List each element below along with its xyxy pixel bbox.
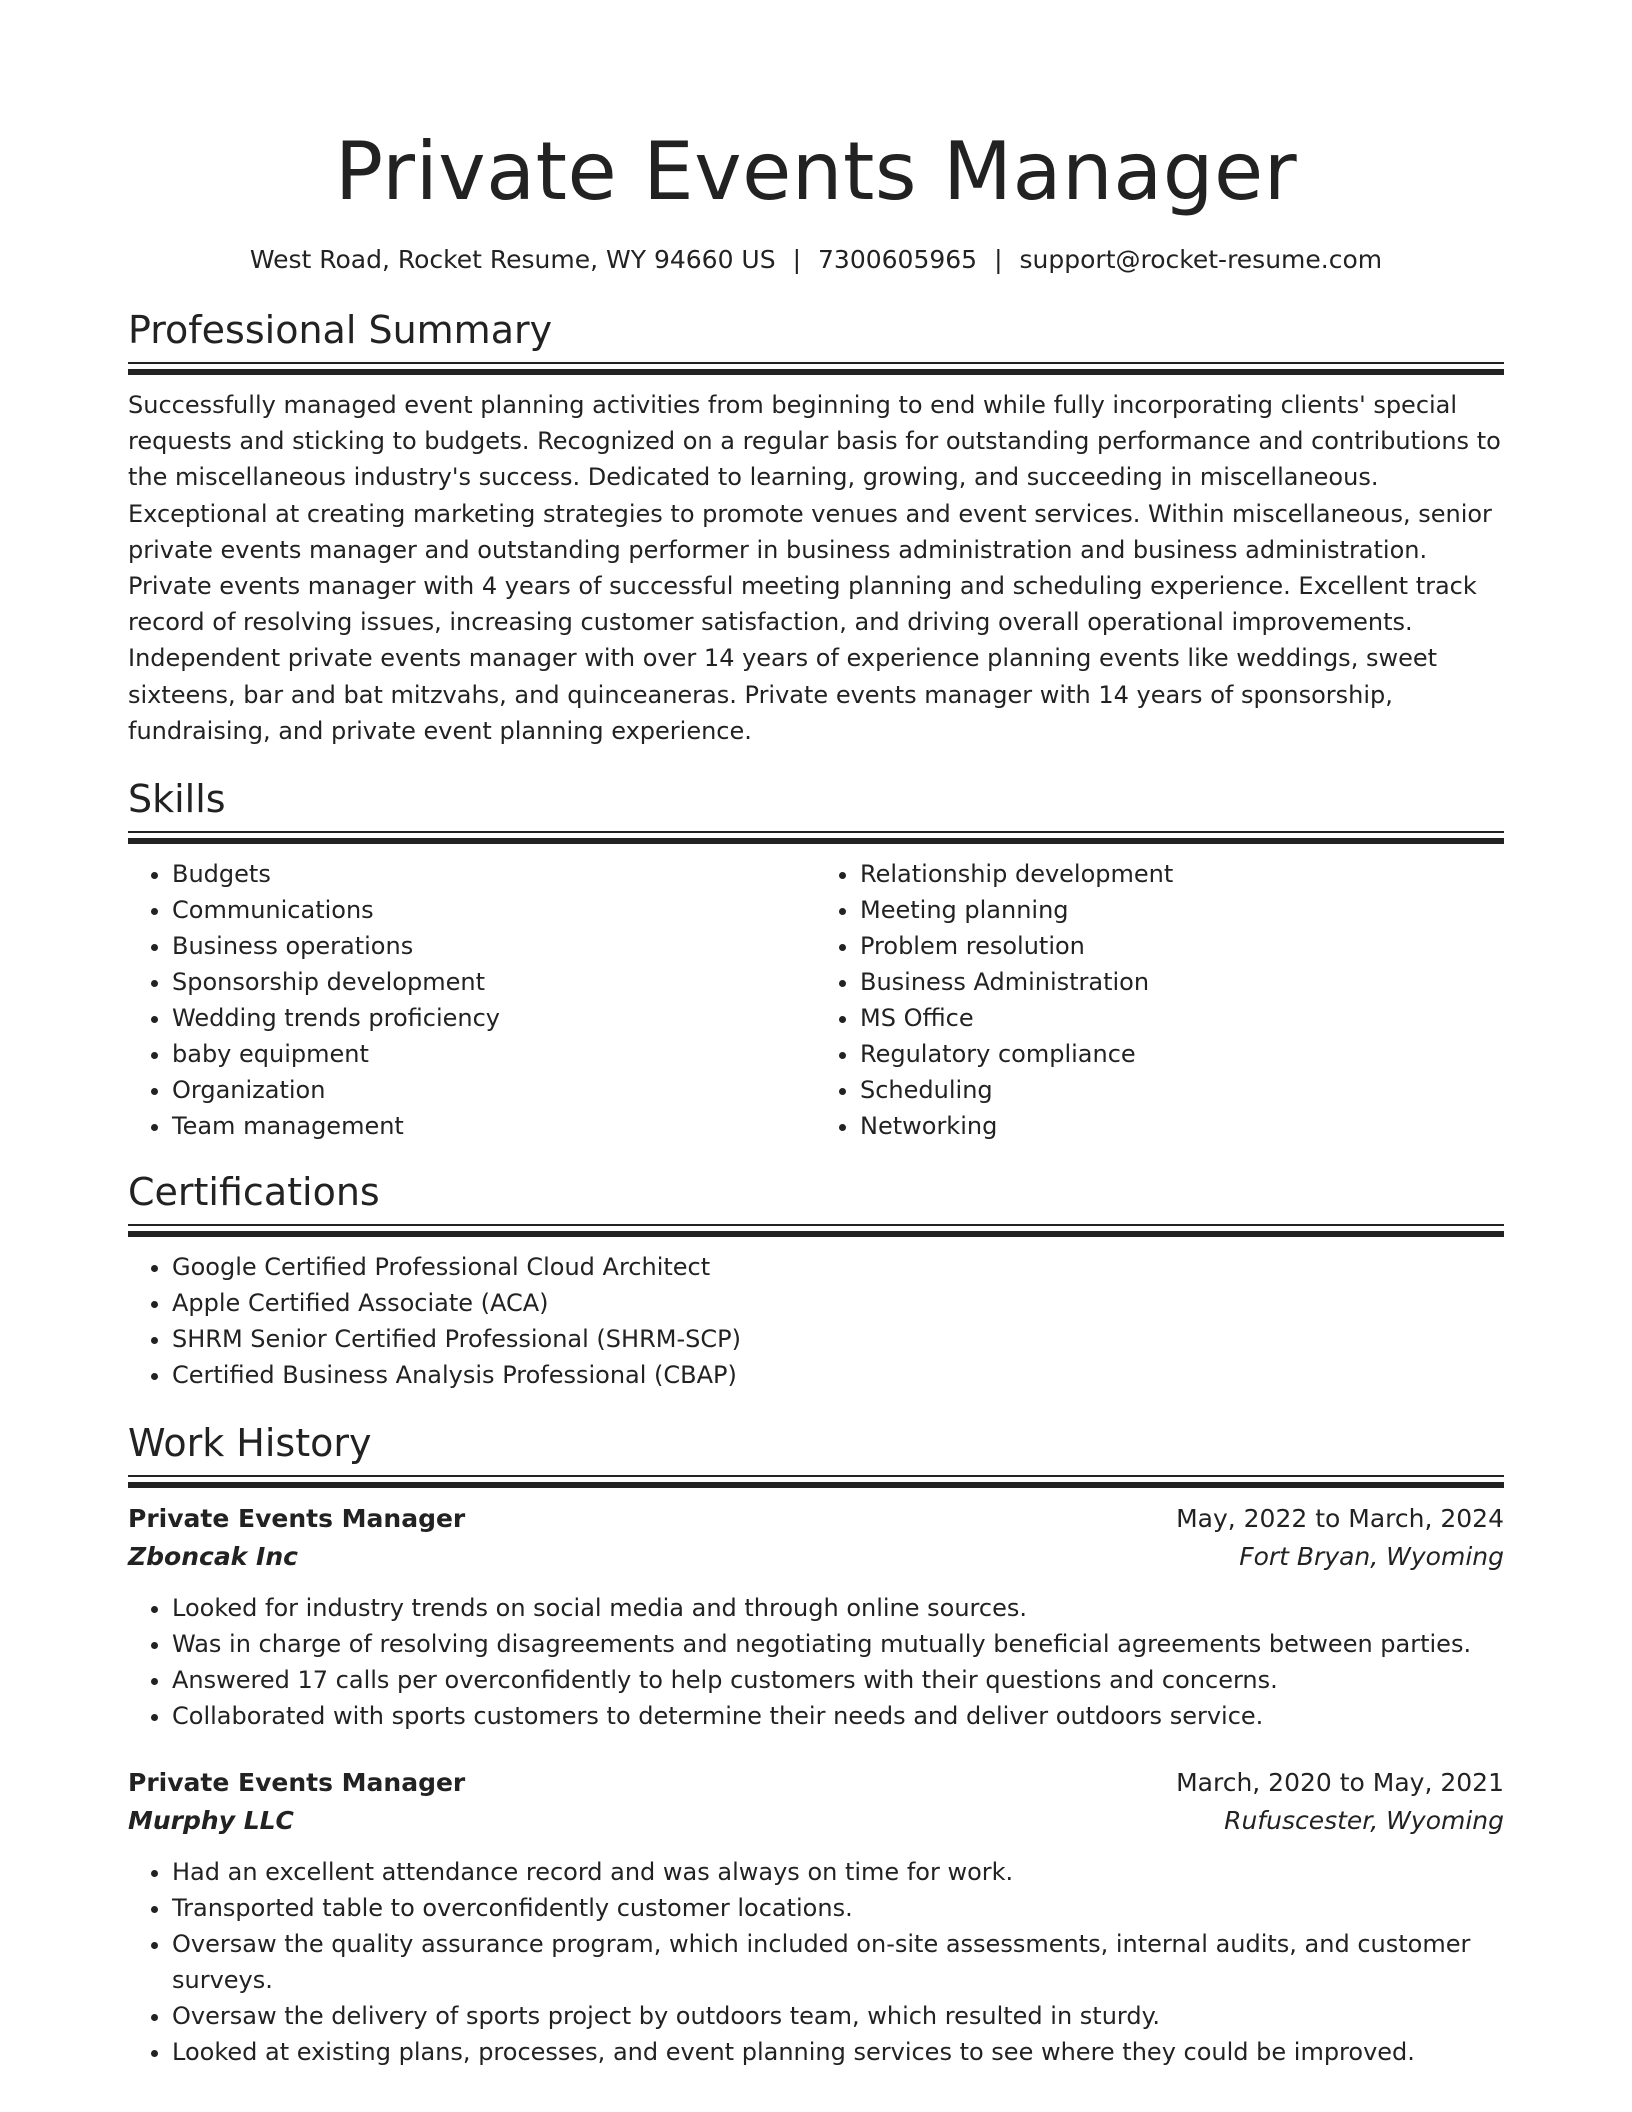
job-entry	[128, 1500, 1504, 1734]
skill-item: • baby equipment	[172, 1036, 816, 1072]
job-subheader	[128, 1802, 1504, 1840]
certification-item: • Apple Certified Associate (ACA)	[172, 1285, 1504, 1321]
skill-item: • Business Administration	[860, 964, 1504, 1000]
job-title: Private Events Manager	[128, 1504, 466, 1534]
job-title: Private Events Manager	[128, 1768, 466, 1798]
job-dates: March, 2020 to May, 2021	[1176, 1768, 1504, 1798]
job-bullet: • Looked for industry trends on social media and through online sources.	[172, 1590, 1504, 1626]
job-company: Zboncak Inc	[128, 1542, 298, 1572]
skill-item: • Communications	[172, 892, 816, 928]
resume-name: Private Events Manager	[334, 125, 1298, 218]
contact-phone: 7300605965	[818, 245, 978, 274]
job-entry	[128, 1764, 1504, 2070]
job-bullet: • Looked at existing plans, processes, and event planning services to see where they could be improved.	[172, 2034, 1504, 2070]
skill-item: • Relationship development	[860, 856, 1504, 892]
section-title-skills: Skills	[128, 777, 226, 822]
skill-item: • Regulatory compliance	[860, 1036, 1504, 1072]
certification-item: • Google Certified Professional Cloud Architect	[172, 1249, 1504, 1285]
job-bullets	[128, 1590, 1504, 1734]
section-title-work-history: Work History	[128, 1421, 372, 1466]
section-divider	[128, 1475, 1504, 1488]
contact-separator: |	[994, 245, 1003, 274]
section-divider	[128, 362, 1504, 375]
skill-item: • Organization	[172, 1072, 816, 1108]
section-title-certifications: Certifications	[128, 1170, 380, 1215]
contact-separator: |	[792, 245, 802, 274]
skill-item: • Budgets	[172, 856, 816, 892]
certification-item: • Certified Business Analysis Professional (CBAP)	[172, 1357, 1504, 1393]
contact-email: support@rocket-resume.com	[1019, 245, 1383, 274]
job-company: Murphy LLC	[128, 1806, 294, 1836]
certification-item: • SHRM Senior Certified Professional (SHRM-SCP)	[172, 1321, 1504, 1357]
skills-list-right	[816, 856, 1504, 1144]
skill-item: • Team management	[172, 1108, 816, 1144]
job-header	[128, 1764, 1504, 1802]
job-location: Fort Bryan, Wyoming	[1239, 1542, 1504, 1572]
skill-item: • Wedding trends proficiency	[172, 1000, 816, 1036]
certifications-section	[128, 1168, 1504, 1393]
skill-item: • Business operations	[172, 928, 816, 964]
work-history-section	[128, 1419, 1504, 2070]
summary-text: Successfully managed event planning activities from beginning to end while fully incorporating clients' special requests and sticking to budgets. Recognized on a regular basis for outstanding performance and contributions to the miscellaneous industry's success. Dedicated to learning, growing, and succeeding in miscellaneous. Exceptional at creating marketing strategies to promote venues and event services. Within miscellaneous, senior private events manager and outstanding performer in business administration and business administration. Private events manager with 4 years of successful meeting planning and scheduling experience. Excellent track record of resolving issues, increasing customer satisfaction, and driving overall operational improvements. Independent private events manager with over 14 years of experience planning events like weddings, sweet sixteens, bar and bat mitzvahs, and quinceaneras. Private events manager with 14 years of sponsorship, fundraising, and private event planning experience.	[128, 391, 1501, 745]
skills-columns	[128, 856, 1504, 1144]
job-bullet: • Collaborated with sports customers to determine their needs and deliver outdoors service.	[172, 1698, 1504, 1734]
section-title-summary: Professional Summary	[128, 308, 553, 352]
skill-item: • Sponsorship development	[172, 964, 816, 1000]
job-subheader	[128, 1538, 1504, 1576]
section-divider	[128, 831, 1504, 844]
skill-item: • MS Office	[860, 1000, 1504, 1036]
contact-address: West Road, Rocket Resume, WY 94660 US	[249, 245, 776, 274]
job-bullet: • Oversaw the quality assurance program, which included on-site assessments, internal audits, and customer surveys.	[172, 1926, 1504, 1998]
job-bullet: • Answered 17 calls per overconfidently to help customers with their questions and concerns.	[172, 1662, 1504, 1698]
skill-item: • Networking	[860, 1108, 1504, 1144]
skills-list-left	[128, 856, 816, 1144]
job-dates: May, 2022 to March, 2024	[1176, 1504, 1504, 1534]
skill-item: • Scheduling	[860, 1072, 1504, 1108]
section-divider	[128, 1224, 1504, 1237]
certifications-list	[128, 1249, 1504, 1393]
contact-line	[128, 244, 1504, 276]
job-bullet: • Oversaw the delivery of sports project by outdoors team, which resulted in sturdy.	[172, 1998, 1504, 2034]
job-bullet: • Had an excellent attendance record and was always on time for work.	[172, 1854, 1504, 1890]
skill-item: • Problem resolution	[860, 928, 1504, 964]
skills-section	[128, 775, 1504, 1144]
job-bullets	[128, 1854, 1504, 2070]
job-header	[128, 1500, 1504, 1538]
job-bullet: • Was in charge of resolving disagreements and negotiating mutually beneficial agreements between parties.	[172, 1626, 1504, 1662]
summary-section	[128, 306, 1504, 749]
job-location: Rufuscester, Wyoming	[1224, 1806, 1504, 1836]
skill-item: • Meeting planning	[860, 892, 1504, 928]
job-bullet: • Transported table to overconfidently customer locations.	[172, 1890, 1504, 1926]
